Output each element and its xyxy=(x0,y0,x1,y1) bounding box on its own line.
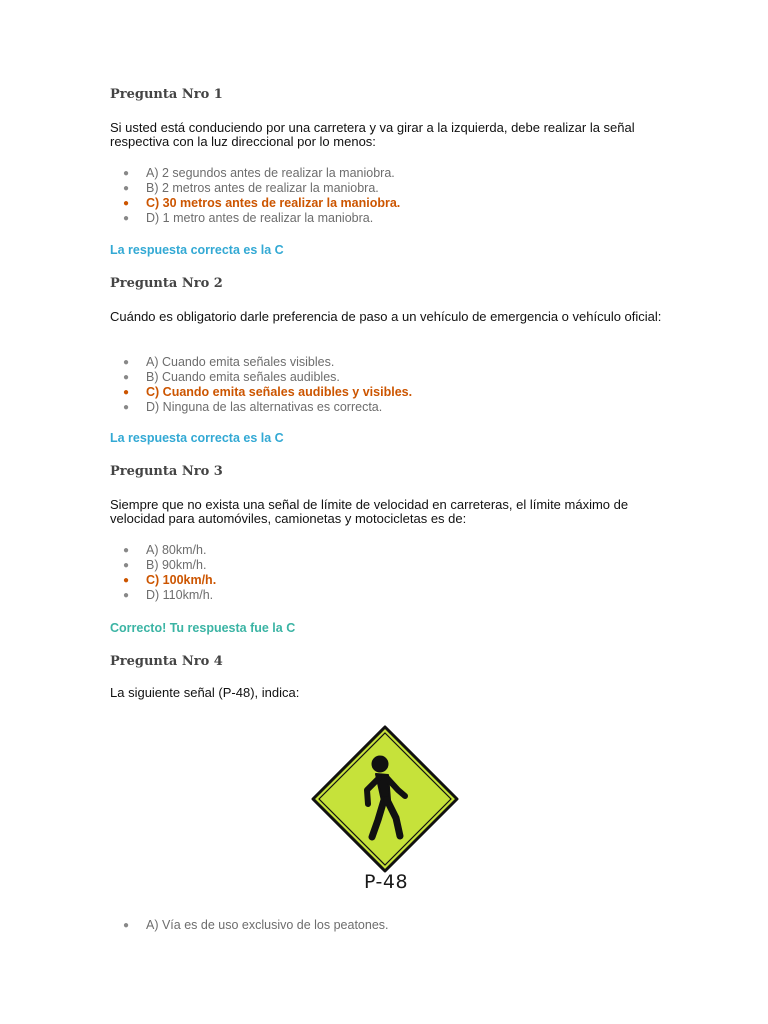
question-title: Pregunta Nro 3 xyxy=(110,464,223,479)
option-label: B) Cuando emita señales audibles. xyxy=(146,370,340,384)
bullet-icon: ● xyxy=(123,387,130,398)
bullet-icon: ● xyxy=(123,213,130,224)
option-label: D) 110km/h. xyxy=(146,588,214,602)
sign-code-label: P-48 xyxy=(363,871,409,893)
option-label: B) 90km/h. xyxy=(146,558,207,572)
option-a[interactable] xyxy=(110,543,216,558)
answer-feedback: La respuesta correcta es la C xyxy=(110,243,284,257)
option-label: C) 30 metros antes de realizar la maniobra. xyxy=(146,196,401,210)
question-title: Pregunta Nro 4 xyxy=(110,654,223,669)
options-list xyxy=(110,543,216,603)
option-a[interactable] xyxy=(110,355,412,370)
bullet-icon: ● xyxy=(123,183,130,194)
bullet-icon: ● xyxy=(123,920,130,931)
options-list xyxy=(110,918,389,933)
bullet-icon: ● xyxy=(123,402,130,413)
question-title: Pregunta Nro 1 xyxy=(110,87,223,102)
bullet-icon: ● xyxy=(123,372,130,383)
option-b[interactable] xyxy=(110,181,400,196)
option-label: D) 1 metro antes de realizar la maniobra. xyxy=(146,211,374,225)
options-list xyxy=(110,166,400,226)
bullet-icon: ● xyxy=(123,198,130,209)
option-a[interactable] xyxy=(110,166,400,181)
option-label: C) 100km/h. xyxy=(146,573,217,587)
answer-feedback: Correcto! Tu respuesta fue la C xyxy=(110,621,296,635)
option-d[interactable] xyxy=(110,400,412,415)
option-label: A) Cuando emita señales visibles. xyxy=(146,355,335,369)
option-d[interactable] xyxy=(110,211,400,226)
option-label: D) Ninguna de las alternativas es correcta. xyxy=(146,400,383,414)
option-label: B) 2 metros antes de realizar la maniobra. xyxy=(146,181,379,195)
answer-feedback: La respuesta correcta es la C xyxy=(110,431,284,445)
question-text: Cuándo es obligatorio darle preferencia de paso a un vehículo de emergencia o vehículo oficial: xyxy=(110,309,662,324)
question-text: Siempre que no exista una señal de límite de velocidad en carreteras, el límite máximo de velocidad para automóviles, camionetas y motocicletas es de: xyxy=(110,497,629,526)
bullet-icon: ● xyxy=(123,575,130,586)
pedestrian-crossing-sign-icon xyxy=(310,724,460,894)
bullet-icon: ● xyxy=(123,545,130,556)
option-label: A) 2 segundos antes de realizar la maniobra. xyxy=(146,166,395,180)
option-c[interactable] xyxy=(110,196,400,211)
question-text: Si usted está conduciendo por una carretera y va girar a la izquierda, debe realizar la señal respectiva con la luz direccional por lo menos: xyxy=(110,120,635,149)
option-label: A) Vía es de uso exclusivo de los peatones. xyxy=(146,918,389,932)
option-a[interactable] xyxy=(110,918,389,933)
sign-graphic xyxy=(310,724,460,874)
bullet-icon: ● xyxy=(123,168,130,179)
question-title: Pregunta Nro 2 xyxy=(110,276,223,291)
option-d[interactable] xyxy=(110,588,216,603)
option-b[interactable] xyxy=(110,558,216,573)
option-label: C) Cuando emita señales audibles y visibles. xyxy=(146,385,413,399)
bullet-icon: ● xyxy=(123,560,130,571)
option-c[interactable] xyxy=(110,385,412,400)
option-label: A) 80km/h. xyxy=(146,543,207,557)
bullet-icon: ● xyxy=(123,357,130,368)
question-text: La siguiente señal (P-48), indica: xyxy=(110,685,300,700)
option-b[interactable] xyxy=(110,370,412,385)
option-c[interactable] xyxy=(110,573,216,588)
bullet-icon: ● xyxy=(123,590,130,601)
options-list xyxy=(110,355,412,415)
